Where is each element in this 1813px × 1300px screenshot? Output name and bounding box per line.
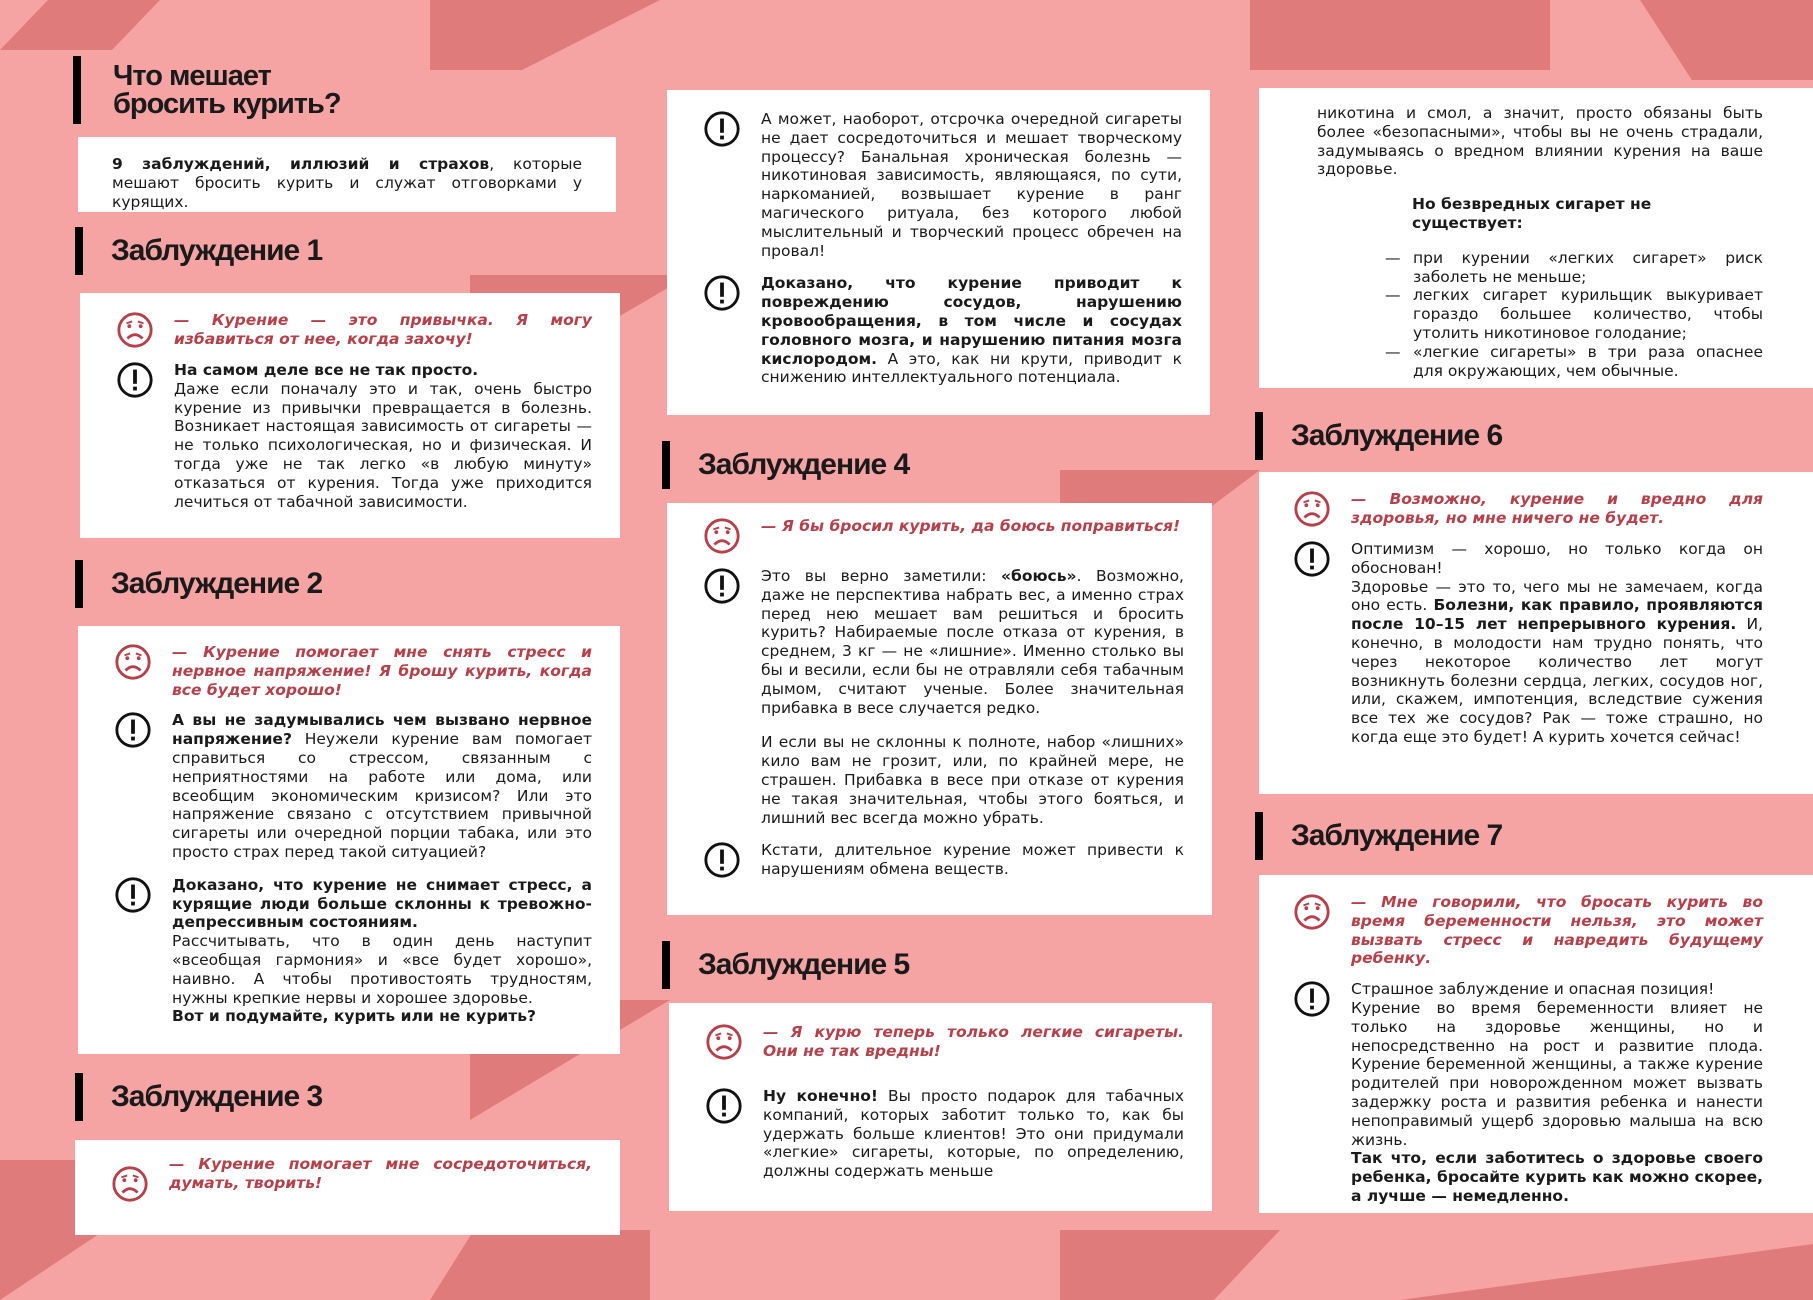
page-title [113,62,493,118]
exclamation-circle-icon [116,361,154,399]
bg-shape [1250,0,1550,70]
list-item: — при курении «легких сигарет» риск заболеть не меньше; [1385,248,1763,286]
myth-2-card [78,626,620,1054]
myth-3-card [75,1140,620,1235]
bg-shape [430,0,660,70]
myth-1-answer-bold: На самом деле все не так просто. [174,361,479,379]
myth-5-list [1317,249,1763,381]
exclamation-circle-icon [703,274,741,312]
bg-shape [1060,1230,1280,1300]
myth-5-continuation-card [1259,88,1813,388]
myth-3-answer-card [667,90,1210,415]
exclamation-circle-icon [703,110,741,148]
myth-5-answer-1: Вы просто подарок для табачных компаний, которых заботит только то, как бы удержать больше клиентов! Это они придумали «легкие» сигареты, которые, по определению, должны содержать меньше [763,1087,1184,1181]
exclamation-circle-icon [703,841,741,879]
myth-4-answer-b: . Возможно, даже не перспектива набрать вес, а именно страх перед нею мешает вам решиться и бросить курить? Набираемые после отказа от курения, в среднем, 3 кг — не «лишние». Именно столько вы бы и весили, если бы не отравляли себя табачным дымом, считают ученые. Более значительная прибавка в весе случается редко. [761,567,1184,717]
myth-6-answer-a: Оптимизм — хорошо, но только когда он обоснован! [1351,540,1763,577]
myth-5-answer-bold: Ну конечно! [763,1087,878,1105]
myth-5-continuation: никотина и смол, а значит, просто обязаны быть более «безопасными», чтобы вы не очень страдали, задумываясь о вредном влиянии курения на ваше здоровье. [1317,104,1763,179]
heading-bar [75,227,83,275]
bg-shape [1400,1220,1813,1300]
bg-shape [430,1230,650,1300]
heading-bar [75,560,83,608]
heading-bar [662,941,670,989]
heading-myth-6: Заблуждение 6 [1255,412,1502,460]
myth-4-answer-bold: «боюсь» [1000,567,1077,585]
myth-2-answer-1: Неужели курение вам помогает справиться со стрессом, связанным с неприятностями на работе или дома, или всеобщим экономическим кризисом? Или это напряжение связано с отсутствием привычной сигареты или очередной порции табака, или это просто страх перед такой ситуацией? [172,730,592,861]
myth-6-answer-c: И, конечно, в молодости нам трудно понять, что через некоторое количество лет могут возникнуть болезни сердца, легких, сосудов ног, или, скажем, импотенция, вследствие сужения все тех же сосудов? Рак — тоже страшно, но когда еще это будет! А курить хочется сейчас! [1351,615,1763,746]
heading-myth-2: Заблуждение 2 [75,560,322,608]
exclamation-circle-icon [1293,540,1331,578]
bg-shape [0,0,160,50]
myth-7-answer-a: Страшное заблуждение и опасная позиция! [1351,980,1715,999]
bg-shape [1640,0,1813,80]
heading-myth-3: Заблуждение 3 [75,1073,322,1121]
myth-6-answer-bold: Болезни, как правило, проявляются после 10–15 лет непрерывного курения. [1351,596,1764,634]
myth-5-text: — Я курю теперь только легкие сигареты. Они не так вредны! [763,1023,1184,1060]
myth-7-card [1259,875,1813,1213]
title-bar [73,56,81,124]
myth-1-text: — Курение — это привычка. Я могу избавиться от нее, когда захочу! [174,311,592,348]
exclamation-circle-icon [114,711,152,749]
sad-face-icon [116,311,154,349]
heading-bar [1255,812,1263,860]
exclamation-circle-icon [1293,980,1331,1018]
myth-2-fact: Доказано, что курение не снимает стресс, а курящие люди больше склонны к тревожно-депрессивным состояниям. [172,875,592,932]
myth-1-card [80,293,620,538]
myth-3-fact: Доказано, что курение приводит к повреждению сосудов, нарушению кровообращения, в том числе и сосудах головного мозга, и нарушению питания мозга кислородом. [761,274,1182,368]
heading-myth-7: Заблуждение 7 [1255,812,1502,860]
myth-2-question: А вы не задумывались чем вызвано нервное напряжение? [172,711,592,749]
myth-2-text: — Курение помогает мне снять стресс и нервное напряжение! Я брошу курить, когда все будет хорошо! [172,643,592,699]
heading-myth-5: Заблуждение 5 [662,941,909,989]
myth-5-bold-2: Но безвредных сигарет не существует: [1412,195,1652,232]
heading-myth-4: Заблуждение 4 [662,441,909,489]
myth-4-answer-2: Кстати, длительное курение может привести к нарушениям обмена веществ. [761,841,1184,879]
title-line-2: бросить курить? [113,88,341,120]
myth-6-card [1259,472,1813,794]
intro-bold: 9 заблуждений, иллюзий и страхов [112,155,490,173]
sad-face-icon [114,643,152,681]
title-line-1: Что мешает [113,60,271,92]
myth-2-conclusion: Вот и подумайте, курить или не курить? [172,1007,537,1026]
myth-2-answer-2: Рассчитывать, что в один день наступит «всеобщая гармония» и «все будет хорошо», наивно. А чтобы противостоять трудностям, нужны крепкие нервы и хорошее здоровье. [172,932,592,1007]
myth-3-text: — Курение помогает мне сосредоточиться, думать, творить! [169,1155,592,1192]
sad-face-icon [703,517,741,555]
heading-bar [1255,412,1263,460]
myth-3-answer-2: А это, как ни крути, приводит к снижению интеллектуального потенциала. [761,349,1182,387]
intro-text: , которые мешают бросить курить и служат отговорками у курящих. [112,155,583,211]
myth-7-answer-b: Курение во время беременности влияет не только на здоровье женщины, но и непосредственно на рост и развитие плода. Курение беременной женщины, а также курение родителей при новорожденном может вызвать задержку роста и развития ребенка и нанести непоправимый ущерб здоровью малыша на всю жизнь. [1351,998,1763,1149]
myth-5-card [669,1003,1212,1211]
myth-3-answer-1: А может, наоборот, отсрочка очередной сигареты не дает сосредоточиться и мешает творческому процессу? Банальная хроническая болезнь — никотиновая зависимость, являющаяся, по сути, наркоманией, возвышает курение в ранг магического ритуала, без которого любой мыслительный и творческий процесс обречен на провал! [761,110,1182,260]
myth-6-text: — Возможно, курение и вредно для здоровья, но мне ничего не будет. [1351,490,1763,527]
sad-face-icon [1293,893,1331,931]
myth-7-conclusion: Так что, если заботитесь о здоровье своего ребенка, бросайте курить как можно скорее, а лучше — немедленно. [1351,1149,1763,1205]
myth-4-answer-a: Это вы верно заметили: [761,567,1001,585]
list-item: — легких сигарет курильщик выкуривает гораздо большее количество, чтобы утолить никотиновое голодание; [1385,286,1763,342]
myth-7-text: — Мне говорили, что бросать курить во время беременности нельзя, это может вызвать стресс и навредить будущему ребенку. [1351,893,1763,968]
myth-6-answer-b: Здоровье — это то, чего мы не замечаем, когда оно есть. [1351,577,1763,615]
intro-card [78,137,616,212]
myth-4-text: — Я бы бросил курить, да боюсь поправиться! [761,517,1181,535]
myth-4-answer-c: И если вы не склонны к полноте, набор «лишних» кило вам не грозит, или, по крайней мере, не страшен. Прибавка в весе при отказе от курения не такая значительная, чтобы этого бояться, и лишний вес всегда можно убрать. [761,733,1184,827]
sad-face-icon [1293,490,1331,528]
heading-myth-1: Заблуждение 1 [75,227,322,275]
exclamation-circle-icon [703,567,741,605]
myth-4-card [667,503,1212,915]
myth-1-answer: Даже если поначалу это и так, очень быстро курение из привычки превращается в болезнь. Возникает настоящая зависимость от сигареты — не только психологическая, но и физическая. И тогда уже не так легко «в любую минуту» отказаться от курения. Тогда уже приходится лечиться от табачной зависимости. [174,379,592,511]
exclamation-circle-icon [114,876,152,914]
sad-face-icon [111,1165,149,1203]
list-item: — «легкие сигареты» в три раза опаснее для окружающих, чем обычные. [1385,342,1763,380]
exclamation-circle-icon [705,1087,743,1125]
heading-bar [662,441,670,489]
sad-face-icon [705,1023,743,1061]
heading-bar [75,1073,83,1121]
